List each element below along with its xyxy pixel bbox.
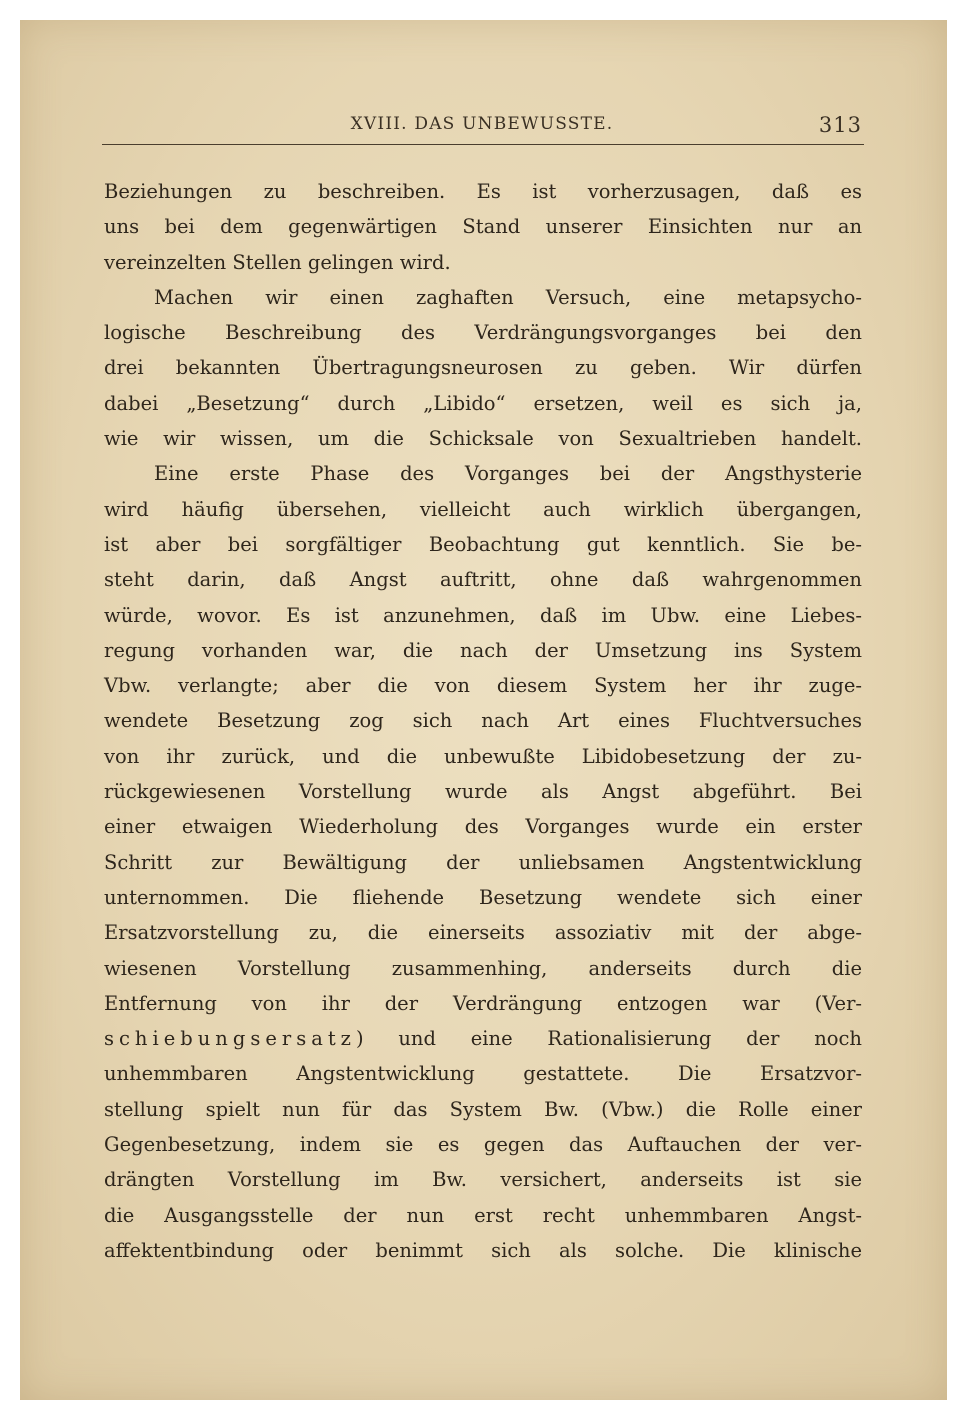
text-line: regung vorhanden war, die nach der Umsetzung ins System [104, 638, 862, 662]
page-number: 313 [818, 113, 862, 137]
text-line: dabei „Besetzung“ durch „Libido“ ersetzen, weil es sich ja, [104, 391, 862, 415]
text-line: wendete Besetzung zog sich nach Art eines Fluchtversuches [104, 709, 862, 733]
text-line: rückgewiesenen Vorstellung wurde als Angst abgeführt. Bei [104, 780, 862, 804]
body-text [104, 174, 862, 1268]
text-line: einer etwaigen Wiederholung des Vorganges wurde ein erster [104, 815, 862, 839]
chapter-title: XVIII. DAS UNBEWUSSTE. [350, 114, 614, 134]
text-line: Eine erste Phase des Vorganges bei der Angsthysterie [154, 462, 862, 486]
text-line: wie wir wissen, um die Schicksale von Sexualtrieben handelt. [104, 427, 862, 451]
emphasized-term: schiebungsersatz [104, 1027, 356, 1051]
text-line: Ersatzvorstellung zu, die einerseits assoziativ mit der abge- [104, 921, 862, 945]
header-rule [102, 144, 864, 145]
text-line: wird häufig übersehen, vielleicht auch wirklich übergangen, [104, 497, 862, 521]
text-line: unternommen. Die fliehende Besetzung wendete sich einer [104, 885, 862, 909]
text-line: uns bei dem gegenwärtigen Stand unserer Einsichten nur an [104, 215, 862, 239]
text-line: von ihr zurück, und die unbewußte Libidobesetzung der zu- [104, 744, 862, 768]
text-line: ist aber bei sorgfältiger Beobachtung gut kenntlich. Sie be- [104, 532, 862, 556]
text-line: Vbw. verlangte; aber die von diesem System her ihr zuge- [104, 674, 862, 698]
text-line: stellung spielt nun für das System Bw. (Vbw.) die Rolle einer [104, 1097, 862, 1121]
text-line: drängten Vorstellung im Bw. versichert, anderseits ist sie [104, 1168, 862, 1192]
text-line: Gegenbesetzung, indem sie es gegen das Auftauchen der ver- [104, 1133, 862, 1157]
text-line: die Ausgangsstelle der nun erst recht unhemmbaren Angst- [104, 1203, 862, 1227]
text-line: wiesenen Vorstellung zusammenhing, anderseits durch die [104, 956, 862, 980]
text-line: Beziehungen zu beschreiben. Es ist vorherzusagen, daß es [104, 180, 862, 203]
text-line: Machen wir einen zaghaften Versuch, eine metapsycho- [154, 285, 862, 309]
running-header [102, 114, 862, 144]
text-line: drei bekannten Übertragungsneurosen zu geben. Wir dürfen [104, 356, 862, 380]
text-line: würde, wovor. Es ist anzunehmen, daß im Ubw. eine Liebes- [104, 603, 862, 627]
book-page [20, 20, 947, 1400]
line-remainder: ) und eine Rationalisierung der noch [355, 1027, 862, 1051]
text-line: logische Beschreibung des Verdrängungsvorganges bei den [104, 321, 862, 345]
text-line: vereinzelten Stellen gelingen wird. [104, 250, 451, 274]
text-line: Schritt zur Bewältigung der unliebsamen Angstentwicklung [104, 850, 862, 874]
text-line: steht darin, daß Angst auftritt, ohne daß wahrgenommen [104, 568, 862, 592]
text-line: unhemmbaren Angstentwicklung gestattete. Die Ersatzvor- [104, 1062, 862, 1086]
text-line [104, 1021, 862, 1056]
text-line: affektentbindung oder benimmt sich als solche. Die klinische [104, 1238, 862, 1262]
text-line: Entfernung von ihr der Verdrängung entzogen war (Ver- [104, 991, 862, 1015]
